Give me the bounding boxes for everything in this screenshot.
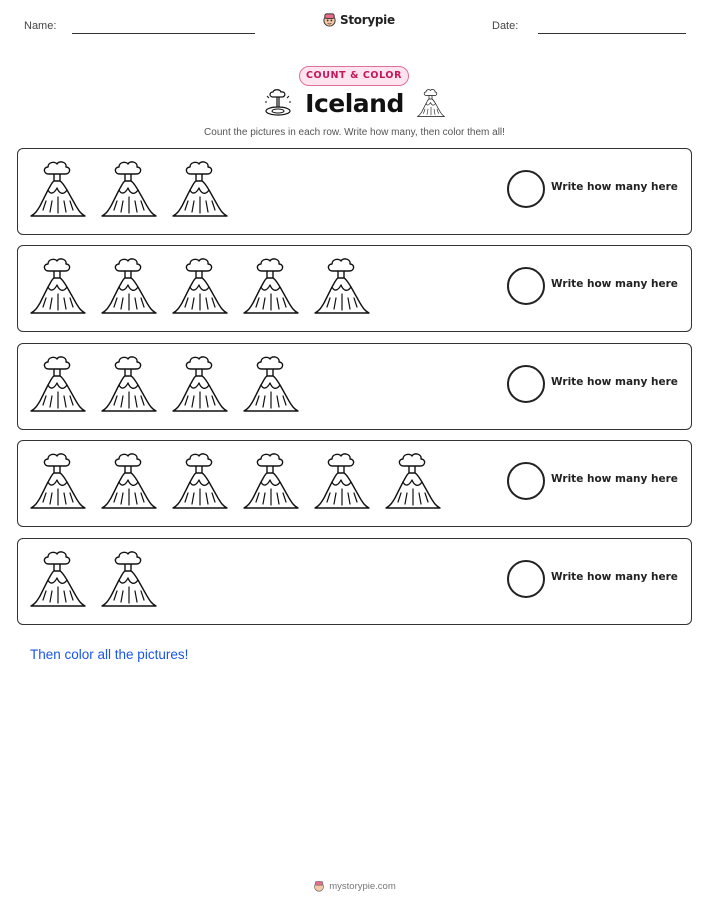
answer-label: Write how many here bbox=[551, 181, 678, 193]
volcano-icon[interactable] bbox=[100, 451, 158, 511]
picture-group bbox=[29, 354, 300, 414]
page-title: Iceland bbox=[305, 88, 404, 118]
volcano-icon[interactable] bbox=[242, 256, 300, 316]
volcano-icon bbox=[416, 88, 446, 118]
volcano-icon[interactable] bbox=[100, 256, 158, 316]
volcano-icon[interactable] bbox=[29, 159, 87, 219]
answer-label: Write how many here bbox=[551, 376, 678, 388]
footer-url: mystorypie.com bbox=[329, 880, 396, 892]
volcano-icon[interactable] bbox=[384, 451, 442, 511]
volcano-icon[interactable] bbox=[171, 159, 229, 219]
answer-label: Write how many here bbox=[551, 473, 678, 485]
answer-label: Write how many here bbox=[551, 571, 678, 583]
volcano-icon[interactable] bbox=[313, 451, 371, 511]
volcano-icon[interactable] bbox=[100, 549, 158, 609]
volcano-icon[interactable] bbox=[29, 451, 87, 511]
count-and-color-badge: COUNT & COLOR bbox=[299, 66, 409, 86]
storypie-mascot-icon bbox=[322, 12, 337, 27]
color-instruction: Then color all the pictures! bbox=[30, 647, 189, 662]
answer-label: Write how many here bbox=[551, 278, 678, 290]
answer-circle[interactable] bbox=[507, 267, 545, 305]
volcano-icon[interactable] bbox=[171, 354, 229, 414]
picture-group bbox=[29, 549, 158, 609]
answer-circle[interactable] bbox=[507, 560, 545, 598]
brand-name: Storypie bbox=[340, 12, 395, 27]
count-row bbox=[17, 148, 692, 235]
volcano-icon[interactable] bbox=[100, 159, 158, 219]
answer-circle[interactable] bbox=[507, 170, 545, 208]
picture-group bbox=[29, 256, 371, 316]
picture-group bbox=[29, 159, 229, 219]
date-line[interactable] bbox=[538, 33, 686, 34]
volcano-icon[interactable] bbox=[242, 354, 300, 414]
volcano-icon[interactable] bbox=[29, 549, 87, 609]
date-label: Date: bbox=[492, 20, 519, 32]
instructions: Count the pictures in each row. Write how many, then color them all! bbox=[204, 127, 505, 138]
volcano-icon[interactable] bbox=[29, 256, 87, 316]
title-block bbox=[0, 88, 709, 118]
footer bbox=[0, 880, 709, 892]
volcano-icon[interactable] bbox=[29, 354, 87, 414]
storypie-logo bbox=[322, 12, 395, 27]
count-row bbox=[17, 440, 692, 527]
volcano-icon[interactable] bbox=[100, 354, 158, 414]
storypie-mascot-icon bbox=[313, 880, 325, 892]
name-label: Name: bbox=[24, 20, 57, 32]
answer-circle[interactable] bbox=[507, 365, 545, 403]
volcano-icon[interactable] bbox=[313, 256, 371, 316]
volcano-icon[interactable] bbox=[242, 451, 300, 511]
answer-circle[interactable] bbox=[507, 462, 545, 500]
name-line[interactable] bbox=[72, 33, 255, 34]
count-row bbox=[17, 343, 692, 430]
count-row bbox=[17, 538, 692, 625]
volcano-icon[interactable] bbox=[171, 451, 229, 511]
geyser-icon bbox=[263, 88, 293, 118]
volcano-icon[interactable] bbox=[171, 256, 229, 316]
count-row bbox=[17, 245, 692, 332]
picture-group bbox=[29, 451, 442, 511]
